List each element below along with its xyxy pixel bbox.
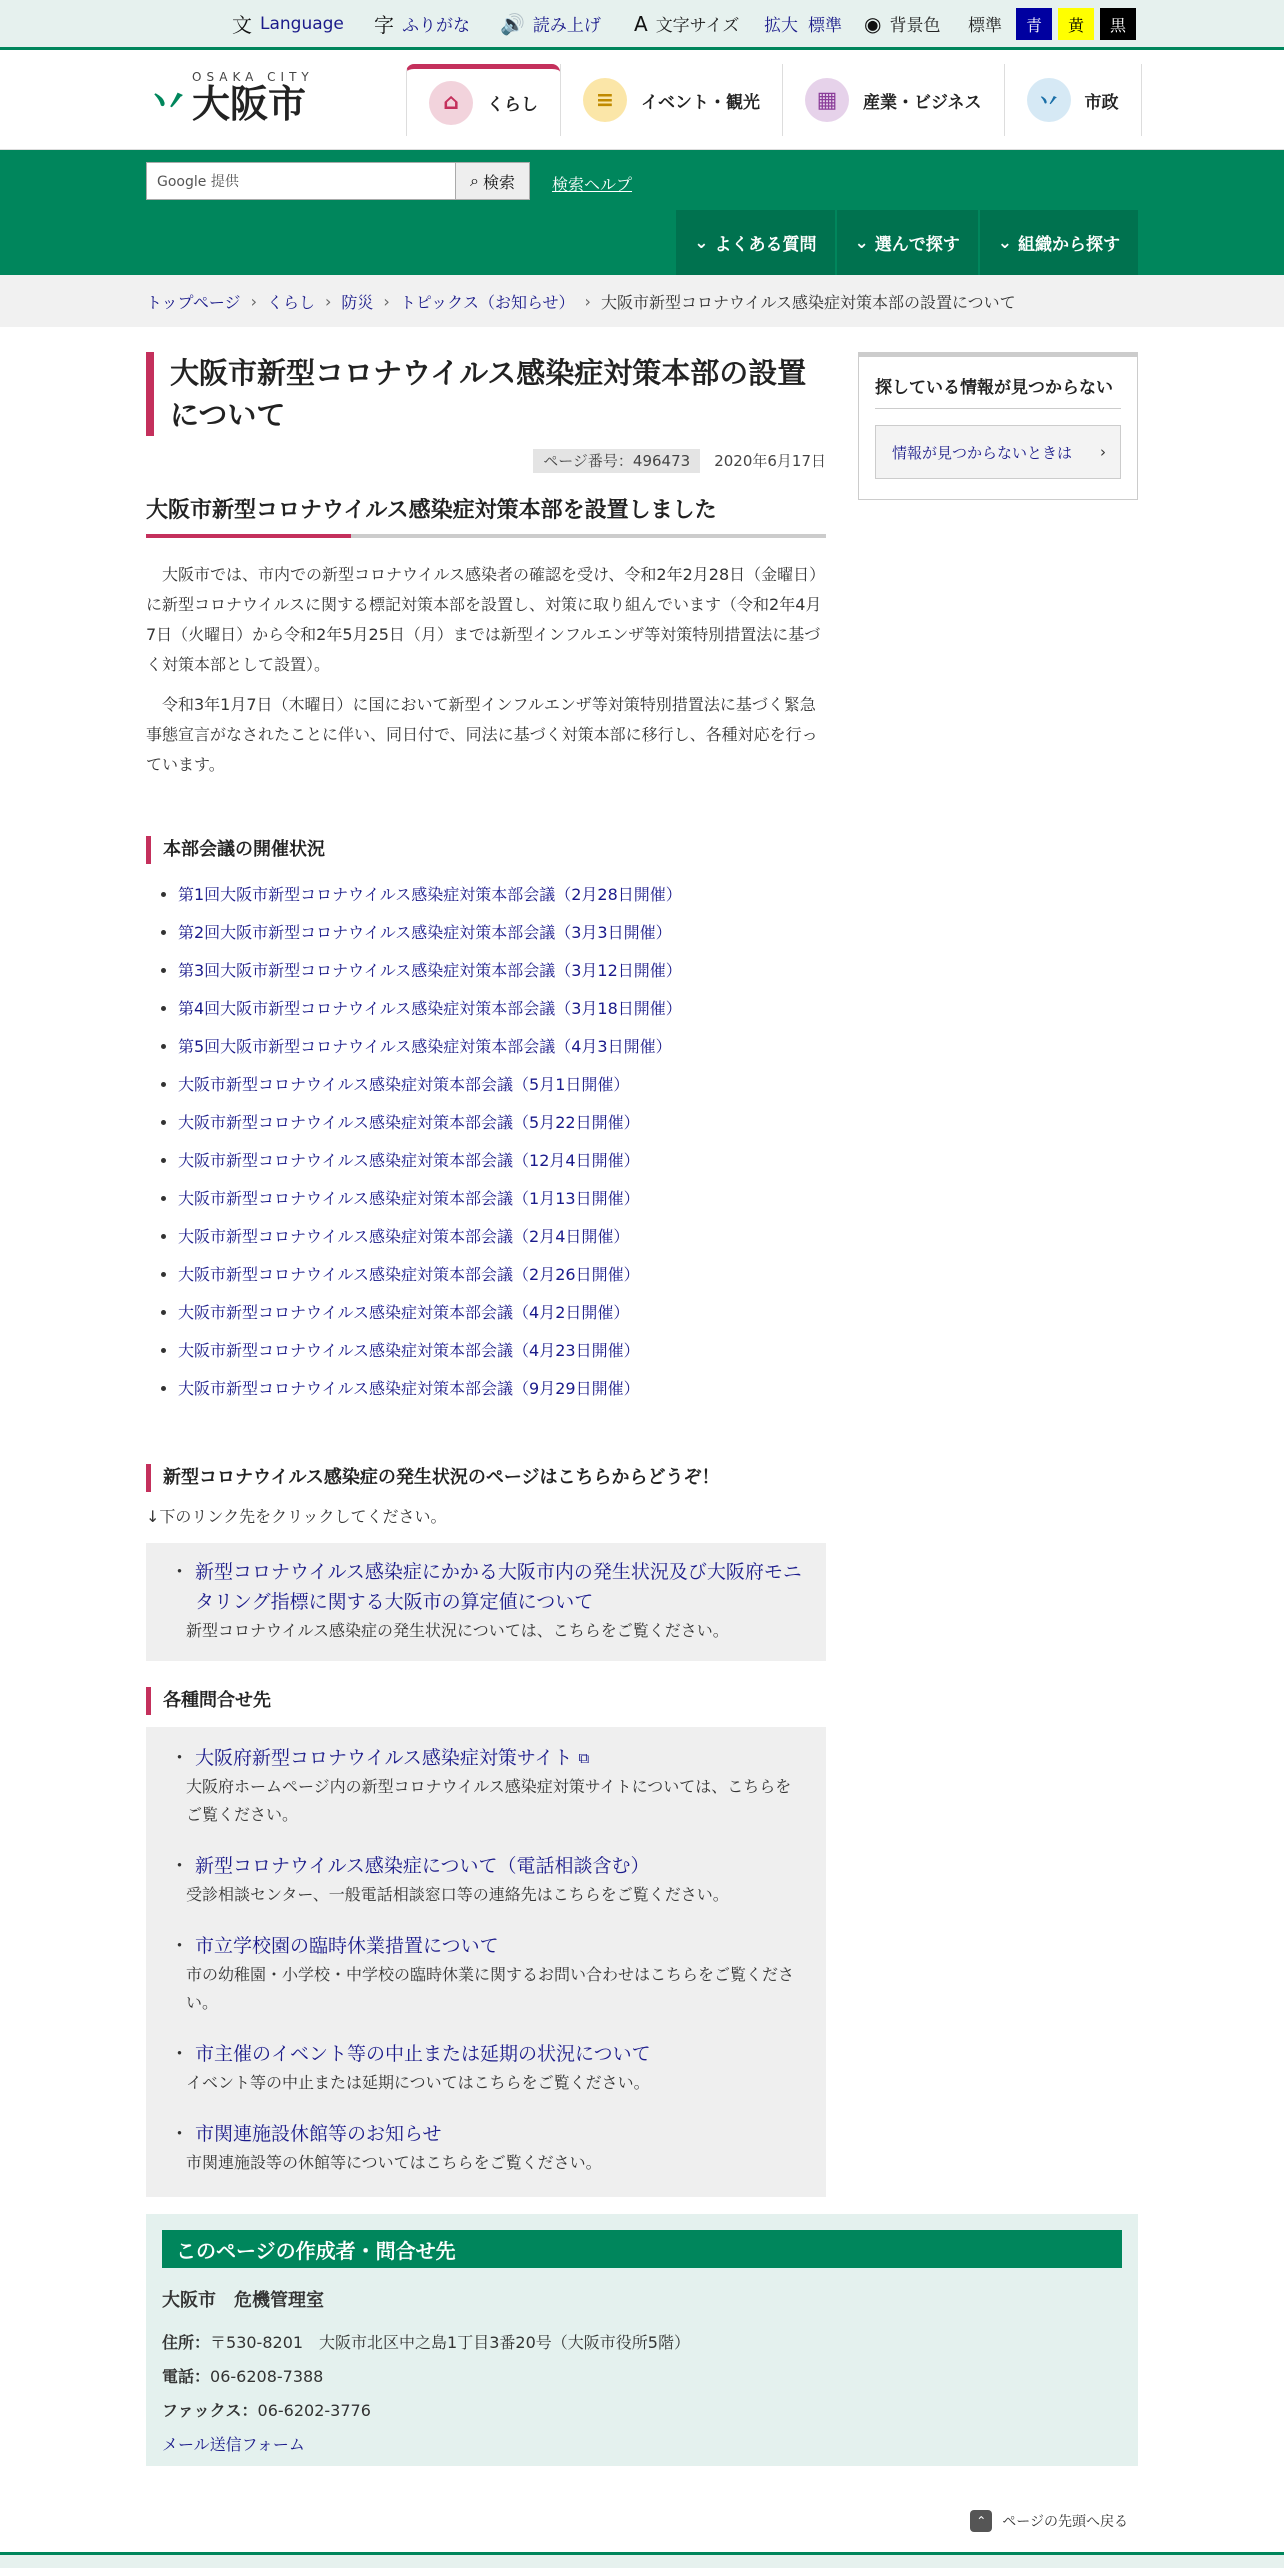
contact-tel: 電話：06-6208-7388 [162,2367,324,2386]
list-item [178,1028,826,1066]
not-found-button[interactable]: 情報が見つからないときは › [875,425,1121,479]
status-heading: 新型コロナウイルス感染症の発生状況のページはこちらからどうぞ！ [146,1464,826,1492]
chevron-down-icon: ⌄ [997,232,1012,253]
breadcrumb-sep-icon: › [324,291,332,311]
meeting-link[interactable]: 大阪市新型コロナウイルス感染症対策本部会議（12月4日開催） [178,1151,640,1170]
meeting-link[interactable]: 大阪市新型コロナウイルス感染症対策本部会議（4月2日開催） [178,1303,630,1322]
status-box [146,1543,826,1661]
mail-form-link[interactable]: メール送信フォーム [162,2435,305,2454]
breadcrumb-topics[interactable]: トピックス（お知らせ） [399,292,575,312]
list-item: ・ 新型コロナウイルス感染症にかかる大阪市内の発生状況及び大阪府モニタリング指標に関する大阪市の算定値について 新型コロナウイルス感染症の発生状況については、こちらをご覧ください。 [170,1557,802,1645]
list-item [178,914,826,952]
breadcrumb [0,275,1284,327]
meetings-list [146,876,826,1408]
font-size-icon: A [634,11,648,36]
inquiry-desc: 市関連施設等の休館等についてはこちらをご覧ください。 [186,2153,602,2172]
status-desc: 新型コロナウイルス感染症の発生状況については、こちらをご覧ください。 [186,1621,729,1640]
search-input[interactable]: Google 提供 [146,162,456,200]
main-content [146,352,826,2219]
meeting-link[interactable]: 大阪市新型コロナウイルス感染症対策本部会議（2月4日開催） [178,1227,630,1246]
logo-main: 大阪市 [192,82,307,126]
read-aloud-link[interactable]: 🔊 読み上げ [500,11,601,36]
section-title: 大阪市新型コロナウイルス感染症対策本部を設置しました [146,493,826,538]
back-to-top-link[interactable]: ⌃ ページの先頭へ戻る [970,2510,1128,2532]
intro-paragraph-1: 大阪市では、市内での新型コロナウイルス感染者の確認を受け、令和2年2月28日（金曜日）に新型コロナウイルスに関する標記対策本部を設置し、対策に取り組んでいます（令和2年4月7日（火曜日）から令和2年5月25日（月）までは新型インフルエンザ等対策特別措置法に基づく対策本部として設置）。 [146,565,826,674]
bg-black-button[interactable]: 黒 [1100,8,1136,40]
inquiry-desc: 市の幼稚園・小学校・中学校の臨時休業に関するお問い合わせはこちらをご覧ください。 [186,1965,795,2012]
meeting-link[interactable]: 大阪市新型コロナウイルス感染症対策本部会議（9月29日開催） [178,1379,640,1398]
furigana-link[interactable]: 字 ふりがな [374,0,470,47]
breadcrumb-current: 大阪市新型コロナウイルス感染症対策本部の設置について [600,292,1016,312]
sidebar-help [858,352,1138,500]
list-item [178,1294,826,1332]
footer-line [0,2552,1284,2568]
list-item: ・ 市主催のイベント等の中止または延期の状況について イベント等の中止または延期についてはこちらをご覧ください。 [170,2039,802,2097]
meeting-link[interactable]: 大阪市新型コロナウイルス感染症対策本部会議（2月26日開催） [178,1265,640,1284]
sidebar-title: 探している情報が見つからない [875,373,1121,409]
chevron-up-icon: ⌃ [970,2510,992,2532]
site-logo[interactable] [148,70,314,124]
status-link[interactable]: 新型コロナウイルス感染症にかかる大阪市内の発生状況及び大阪府モニタリング指標に関する大阪市の算定値について [195,1561,802,1613]
inquiry-link[interactable]: 大阪府新型コロナウイルス感染症対策サイト [195,1747,573,1769]
house-icon: ⌂ [429,81,473,125]
list-item: ・ 市関連施設休館等のお知らせ 市関連施設等の休館等についてはこちらをご覧ください。 [170,2119,802,2177]
chevron-down-icon: ⌄ [854,232,869,253]
meeting-link[interactable]: 第1回大阪市新型コロナウイルス感染症対策本部会議（2月28日開催） [178,885,682,904]
subnav-org[interactable]: ⌄ 組織から探す [980,210,1138,275]
inquiry-link[interactable]: 市主催のイベント等の中止または延期の状況について [195,2043,651,2065]
list-item [178,1218,826,1256]
font-standard-button[interactable]: 標準 [808,16,842,36]
contact-heading: このページの作成者・問合せ先 [162,2230,1122,2268]
inquiry-desc: 大阪府ホームページ内の新型コロナウイルス感染症対策サイトについては、こちらをご覧ください。 [186,1777,792,1824]
search-button[interactable]: ⌕ 検索 [456,162,530,200]
list-item [178,1332,826,1370]
contact-address: 住所：〒530-8201 大阪市北区中之島1丁目3番20号（大阪市役所5階） [162,2333,690,2352]
language-link[interactable]: 文 Language [232,0,344,47]
gnav-kurashi[interactable]: ⌂ くらし [406,64,560,136]
osaka-mark-icon: 丷 [148,80,188,126]
inquiry-link[interactable]: 新型コロナウイルス感染症について（電話相談含む） [195,1855,650,1877]
inquiry-desc: イベント等の中止または延期についてはこちらをご覧ください。 [186,2073,650,2092]
meeting-link[interactable]: 第4回大阪市新型コロナウイルス感染症対策本部会議（3月18日開催） [178,999,682,1018]
breadcrumb-sep-icon: › [584,291,591,311]
font-large-button[interactable]: 拡大 [764,16,798,36]
gnav-business[interactable]: ▦ 産業・ビジネス [782,64,1004,136]
city-mark-icon: 丷 [1027,78,1071,122]
chevron-right-icon: › [1100,443,1106,461]
inquiry-desc: 受診相談センター、一般電話相談窓口等の連絡先はこちらをご覧ください。 [186,1885,729,1904]
page-number: ページ番号：496473 [533,449,700,473]
inquiry-heading: 各種問合せ先 [146,1687,826,1715]
breadcrumb-sep-icon: › [383,291,390,311]
list-item: ・ 市立学校園の臨時休業措置について 市の幼稚園・小学校・中学校の臨時休業に関するお問い合わせはこちらをご覧ください。 [170,1931,802,2017]
list-item: ・ 新型コロナウイルス感染症について（電話相談含む） 受診相談センター、一般電話相談窓口等の連絡先はこちらをご覧ください。 [170,1851,802,1909]
meeting-link[interactable]: 第2回大阪市新型コロナウイルス感染症対策本部会議（3月3日開催） [178,923,672,942]
list-item [178,952,826,990]
utility-bar [0,0,1284,50]
meeting-link[interactable]: 大阪市新型コロナウイルス感染症対策本部会議（5月22日開催） [178,1113,640,1132]
inquiry-link[interactable]: 市立学校園の臨時休業措置について [195,1935,499,1957]
castle-icon: ≡ [583,78,627,122]
meeting-link[interactable]: 大阪市新型コロナウイルス感染症対策本部会議（4月23日開催） [178,1341,640,1360]
meeting-link[interactable]: 大阪市新型コロナウイルス感染症対策本部会議（5月1日開催） [178,1075,630,1094]
page-title: 大阪市新型コロナウイルス感染症対策本部の設置について [146,352,826,436]
bg-standard-button[interactable]: 標準 [968,16,1002,36]
list-item [178,1104,826,1142]
bg-yellow-button[interactable]: 黄 [1058,8,1094,40]
meetings-heading: 本部会議の開催状況 [146,836,826,864]
translate-icon: 文 [232,13,252,37]
list-item [178,1180,826,1218]
meeting-link[interactable]: 第5回大阪市新型コロナウイルス感染症対策本部会議（4月3日開催） [178,1037,672,1056]
search-icon: ⌕ [470,171,479,190]
contact-panel [146,2214,1138,2466]
font-size-label: A 文字サイズ [634,11,740,36]
page-date: 2020年6月17日 [714,452,826,470]
status-note: ↓下のリンク先をクリックしてください。 [146,1507,447,1526]
furigana-icon: 字 [374,13,394,37]
page-meta [146,450,826,471]
subnav-faq[interactable]: ⌄ よくある質問 [676,210,834,275]
palette-icon: ◉ [864,11,882,36]
intro-paragraph-2: 令和3年1月7日（木曜日）に国において新型インフルエンザ等対策特別措置法に基づく緊急事態宣言がなされたことに伴い、同日付で、同法に基づく対策本部に移行し、各種対応を行っています。 [146,695,818,774]
breadcrumb-bousai[interactable]: 防災 [341,292,374,312]
inquiry-link[interactable]: 市関連施設休館等のお知らせ [195,2123,442,2145]
inquiry-box [146,1727,826,2197]
logo-sub: OSAKA CITY [192,70,314,84]
list-item [178,990,826,1028]
speaker-icon: 🔊 [500,11,525,36]
meeting-link[interactable]: 大阪市新型コロナウイルス感染症対策本部会議（1月13日開催） [178,1189,640,1208]
search-band [0,150,1284,275]
bg-color-label: ◉ 背景色 [864,11,941,36]
breadcrumb-top[interactable]: トップページ [146,292,241,312]
sub-nav [674,210,1138,275]
list-item [178,1370,826,1408]
list-item [178,1256,826,1294]
meeting-link[interactable]: 第3回大阪市新型コロナウイルス感染症対策本部会議（3月12日開催） [178,961,682,980]
breadcrumb-sep-icon: › [250,291,257,311]
subnav-choose[interactable]: ⌄ 選んで探す [837,210,978,275]
contact-org: 大阪市 危機管理室 [162,2290,324,2311]
bg-blue-button[interactable]: 青 [1016,8,1052,40]
site-search [146,162,530,200]
building-icon: ▦ [805,78,849,122]
list-item [178,1142,826,1180]
chevron-down-icon: ⌄ [694,232,709,253]
contact-fax: ファックス：06-6202-3776 [162,2401,371,2420]
gnav-shisei[interactable]: 丷 市政 [1004,64,1142,136]
site-header [0,50,1284,150]
search-help-link[interactable]: 検索ヘルプ [552,175,633,194]
list-item [178,1066,826,1104]
breadcrumb-kurashi[interactable]: くらし [266,292,315,312]
global-nav [406,64,1142,150]
external-link-icon: ⧉ [578,1749,590,1767]
list-item [178,876,826,914]
list-item: ・ 大阪府新型コロナウイルス感染症対策サイト ⧉ 大阪府ホームページ内の新型コロナウイルス感染症対策サイトについては、こちらをご覧ください。 [170,1743,802,1829]
gnav-event[interactable]: ≡ イベント・観光 [560,64,782,136]
